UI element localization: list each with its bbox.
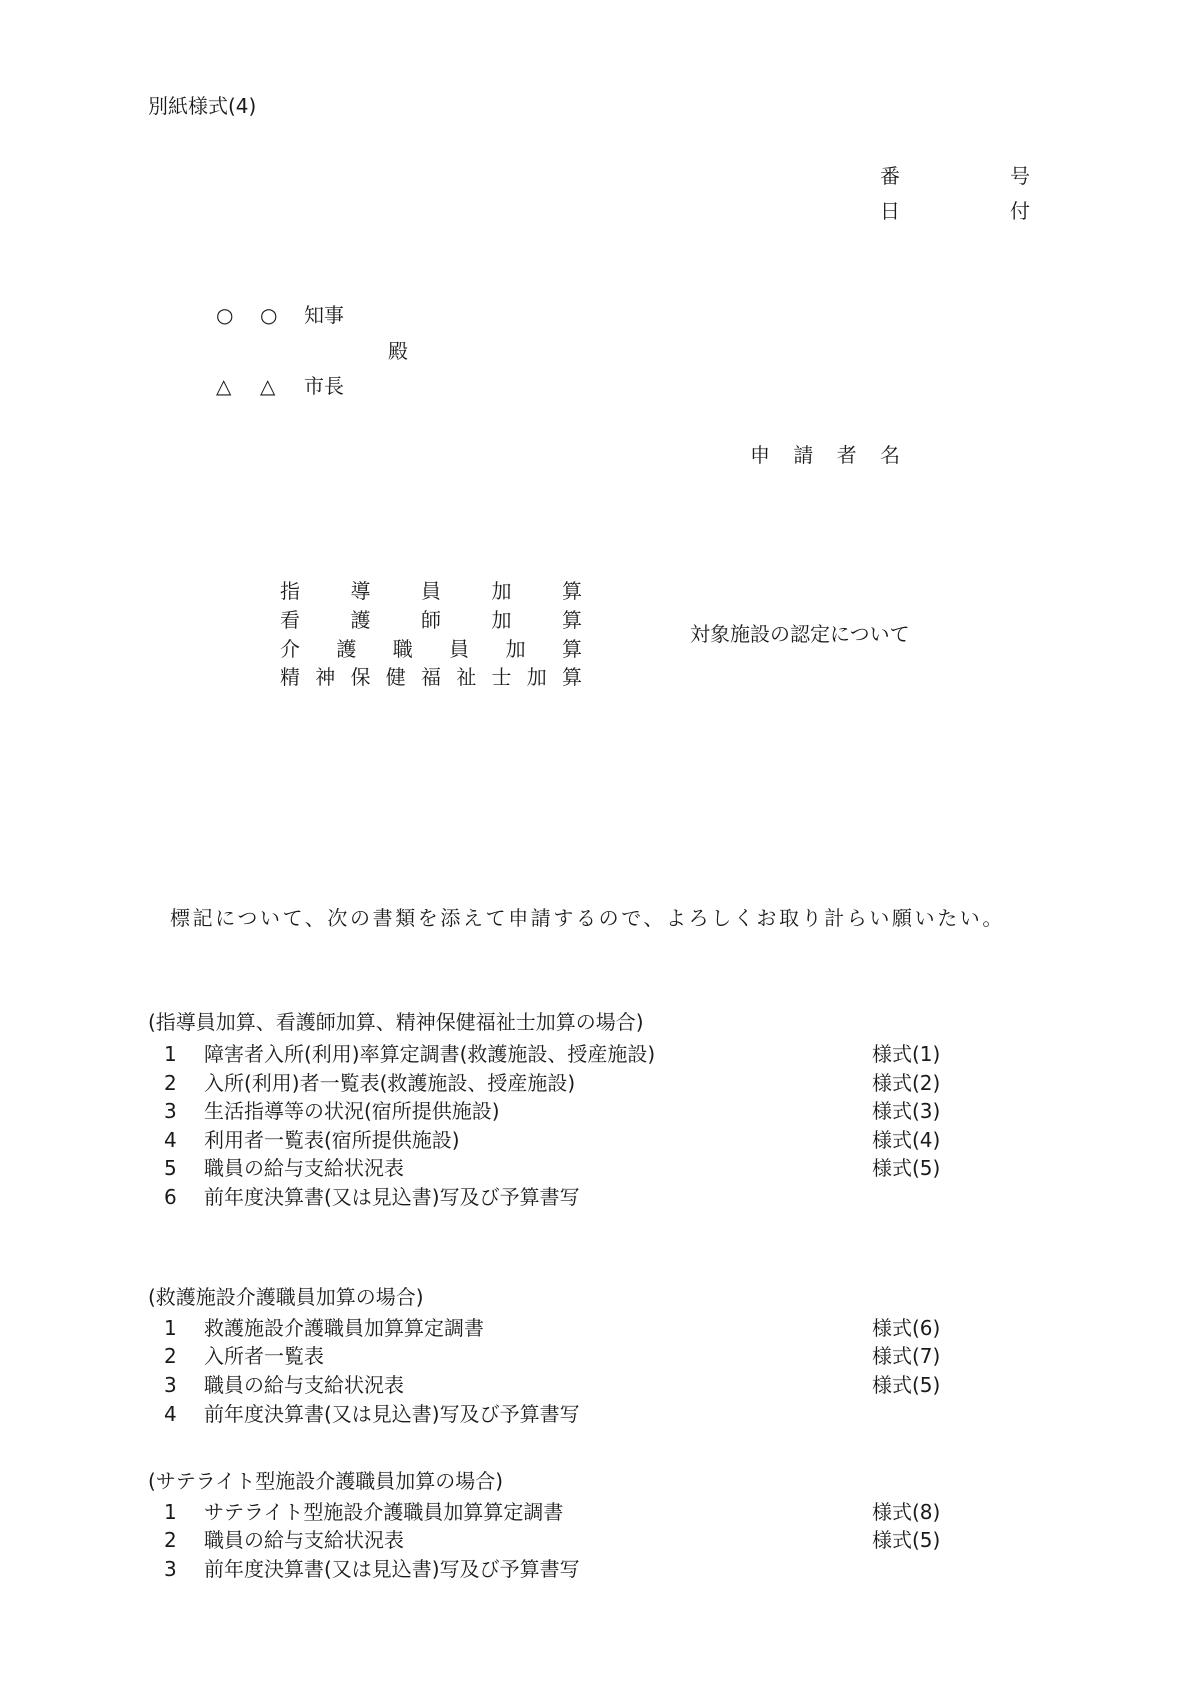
subject-char: 看 (280, 608, 300, 632)
item-form: 様式(5) (872, 1156, 941, 1180)
governor-line (216, 305, 344, 325)
date-label-char: 日 (880, 199, 900, 223)
item-number: 3 (164, 1373, 177, 1397)
date-label-char: 付 (1010, 199, 1030, 223)
item-number: 2 (164, 1071, 177, 1095)
item-form: 様式(7) (872, 1344, 941, 1368)
subject-char: 精 (280, 665, 300, 689)
item-form: 様式(2) (872, 1071, 941, 1095)
item-form: 様式(3) (872, 1099, 941, 1123)
number-label (880, 166, 1030, 186)
subject-char: 神 (315, 665, 336, 689)
item-number: 5 (164, 1156, 177, 1180)
mayor-title: 市長 (304, 374, 344, 398)
item-text: 職員の給与支給状況表 (204, 1156, 404, 1180)
item-number: 4 (164, 1402, 177, 1426)
subject-char: 員 (449, 637, 470, 661)
subject-line-1 (280, 581, 582, 601)
item-text: 入所(利用)者一覧表(救護施設、授産施設) (204, 1071, 576, 1095)
subject-char: 加 (491, 608, 512, 632)
applicant-label-char: 申 (750, 443, 770, 467)
item-form: 様式(6) (872, 1316, 941, 1340)
item-text: 利用者一覧表(宿所提供施設) (204, 1128, 460, 1152)
list-item (0, 1101, 1181, 1121)
subject-char: 算 (562, 608, 582, 632)
number-label-char: 番 (880, 164, 900, 188)
list-item (0, 1502, 1181, 1522)
honorific: 殿 (388, 339, 408, 363)
triangle-mark: △ (260, 374, 276, 398)
applicant-label (750, 445, 900, 465)
subject-line-2 (280, 610, 582, 630)
item-number: 1 (164, 1316, 177, 1340)
item-form: 様式(5) (872, 1373, 941, 1397)
list-item (0, 1346, 1181, 1366)
section-heading: (指導員加算、看護師加算、精神保健福祉士加算の場合) (148, 1010, 644, 1034)
triangle-mark: △ (216, 374, 232, 398)
subject-char: 算 (562, 665, 582, 689)
section-heading: (救護施設介護職員加算の場合) (148, 1285, 424, 1309)
item-number: 1 (164, 1500, 177, 1524)
subject-char: 算 (561, 637, 582, 661)
form-id: 別紙様式(4) (148, 94, 257, 118)
item-number: 3 (164, 1557, 177, 1581)
item-number: 2 (164, 1528, 177, 1552)
list-item (0, 1530, 1181, 1550)
list-item (0, 1073, 1181, 1093)
applicant-label-char: 名 (879, 443, 900, 467)
subject-char: 護 (350, 608, 371, 632)
item-number: 6 (164, 1185, 177, 1209)
subject-char: 導 (350, 579, 371, 603)
applicant-label-char: 請 (793, 443, 814, 467)
item-form: 様式(4) (872, 1128, 941, 1152)
mayor-line (216, 376, 344, 396)
list-item (0, 1375, 1181, 1395)
subject-char: 士 (491, 665, 512, 689)
item-number: 1 (164, 1042, 177, 1066)
subject-char: 祉 (456, 665, 477, 689)
subject-char: 職 (392, 637, 413, 661)
item-number: 3 (164, 1099, 177, 1123)
subject-suffix: 対象施設の認定について (690, 622, 910, 646)
subject-char: 福 (421, 665, 441, 689)
item-text: 救護施設介護職員加算算定調書 (204, 1316, 484, 1340)
list-item (0, 1044, 1181, 1064)
subject-char: 保 (350, 665, 371, 689)
list-item (0, 1318, 1181, 1338)
subject-char: 健 (385, 665, 406, 689)
subject-char: 指 (280, 579, 300, 603)
subject-char: 算 (562, 579, 582, 603)
number-label-char: 号 (1010, 164, 1030, 188)
list-item (0, 1187, 1181, 1207)
item-text: 前年度決算書(又は見込書)写及び予算書写 (204, 1185, 580, 1209)
section-heading: (サテライト型施設介護職員加算の場合) (148, 1469, 504, 1493)
governor-title: 知事 (304, 303, 344, 327)
item-text: 生活指導等の状況(宿所提供施設) (204, 1099, 500, 1123)
item-text: 障害者入所(利用)率算定調書(救護施設、授産施設) (204, 1042, 656, 1066)
subject-char: 員 (421, 579, 441, 603)
item-text: 入所者一覧表 (204, 1344, 324, 1368)
subject-line-4 (280, 667, 582, 687)
applicant-label-char: 者 (836, 443, 857, 467)
date-label (880, 201, 1030, 221)
item-number: 4 (164, 1128, 177, 1152)
body-text: 標記について、次の書類を添えて申請するので、よろしくお取り計らい願いたい。 (170, 906, 1005, 930)
subject-char: 護 (336, 637, 357, 661)
item-text: 職員の給与支給状況表 (204, 1528, 404, 1552)
item-text: 前年度決算書(又は見込書)写及び予算書写 (204, 1557, 580, 1581)
list-item (0, 1559, 1181, 1579)
subject-char: 介 (280, 637, 300, 661)
item-text: 前年度決算書(又は見込書)写及び予算書写 (204, 1402, 580, 1426)
item-text: 職員の給与支給状況表 (204, 1373, 404, 1397)
circle-mark: ○ (260, 303, 278, 327)
subject-char: 加 (526, 665, 547, 689)
list-item (0, 1404, 1181, 1424)
subject-char: 師 (421, 608, 441, 632)
circle-mark: ○ (216, 303, 234, 327)
list-item (0, 1158, 1181, 1178)
subject-line-3 (280, 639, 582, 659)
item-form: 様式(5) (872, 1528, 941, 1552)
item-number: 2 (164, 1344, 177, 1368)
subject-char: 加 (505, 637, 526, 661)
item-form: 様式(1) (872, 1042, 941, 1066)
item-text: サテライト型施設介護職員加算算定調書 (204, 1500, 564, 1524)
item-form: 様式(8) (872, 1500, 941, 1524)
list-item (0, 1130, 1181, 1150)
subject-char: 加 (491, 579, 512, 603)
